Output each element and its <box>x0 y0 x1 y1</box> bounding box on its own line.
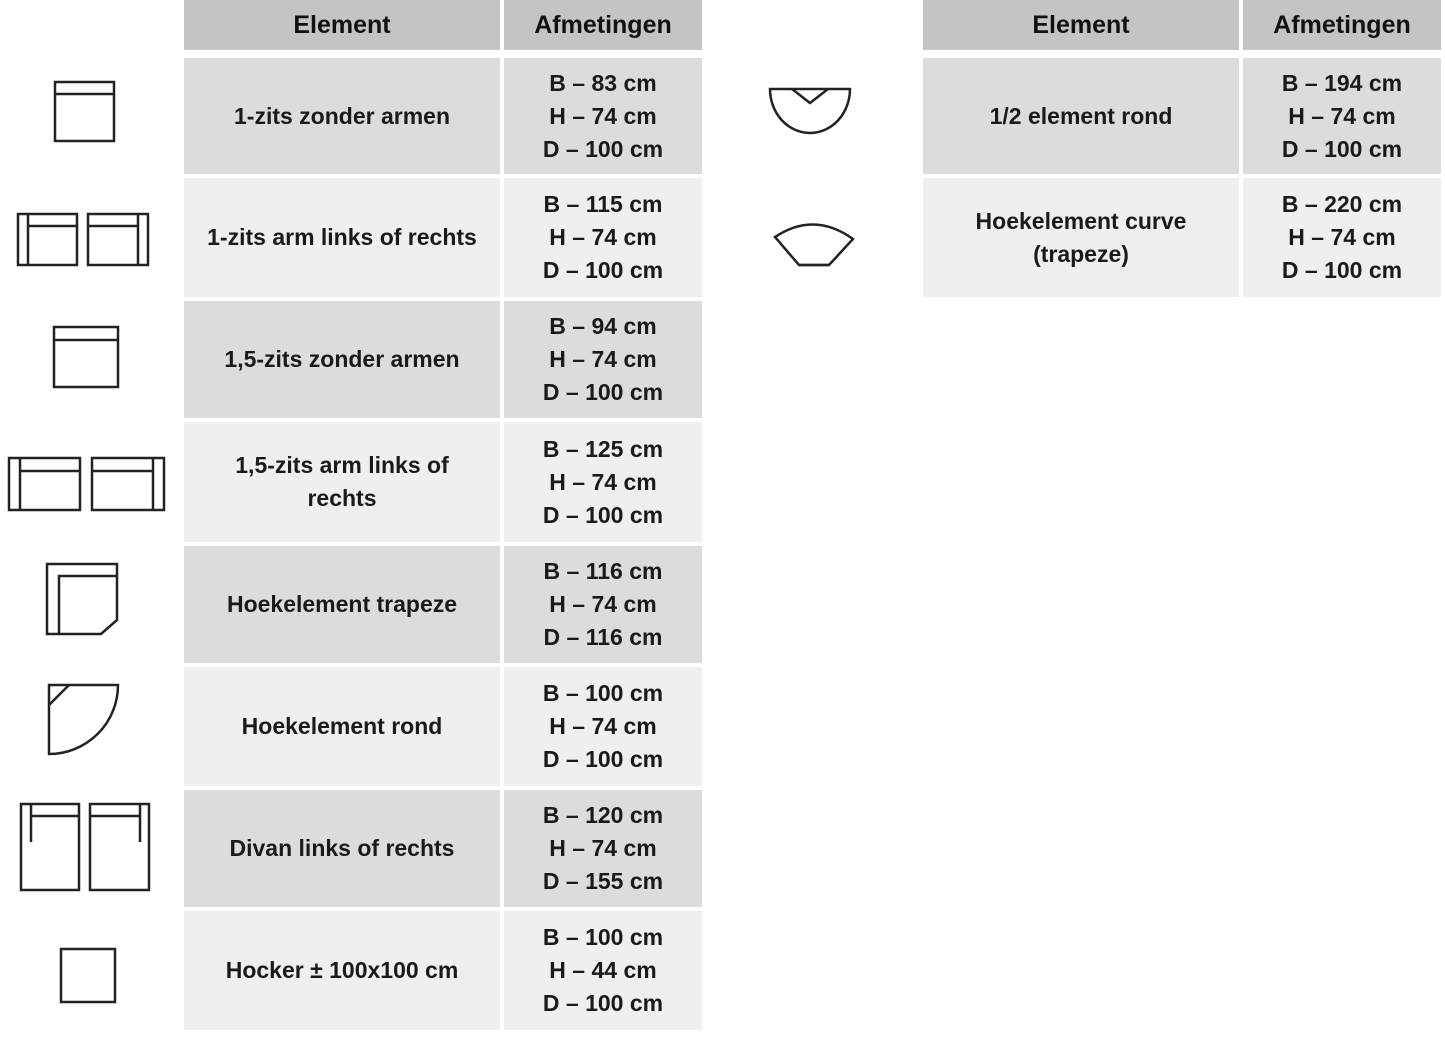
dimensions-cell <box>504 178 702 297</box>
element-name-cell <box>184 911 500 1030</box>
element-name-line: 1,5-zits zonder armen <box>224 346 460 372</box>
dimension-value: B – 100 cm <box>542 680 664 706</box>
right-header-dimensions: Afmetingen <box>1243 0 1441 50</box>
right-header-element: Element <box>923 0 1239 50</box>
element-name-line: 1,5-zits arm links of <box>235 452 449 478</box>
element-name-cell <box>184 667 500 786</box>
dimension-value: B – 120 cm <box>542 802 664 828</box>
dimension-value: D – 100 cm <box>1281 135 1403 162</box>
dimension-value: D – 116 cm <box>543 624 663 650</box>
element-name-line: Hocker ± 100x100 cm <box>225 957 459 983</box>
dimensions-cell <box>504 58 702 174</box>
element-name-line: Hoekelement trapeze <box>226 591 458 617</box>
element-name-line: Divan links of rechts <box>229 835 455 861</box>
dimensions-cell <box>504 546 702 663</box>
element-name-cell <box>184 790 500 907</box>
dimension-value: B – 220 cm <box>1281 191 1403 217</box>
dimension-value: B – 194 cm <box>1281 69 1403 96</box>
element-name-cell <box>184 301 500 418</box>
dimension-value: D – 100 cm <box>542 746 664 772</box>
dimension-value: D – 100 cm <box>542 135 664 162</box>
divan-icon <box>19 802 153 894</box>
dimension-value: D – 100 cm <box>1281 257 1403 283</box>
dimension-value: H – 74 cm <box>1288 102 1396 129</box>
dimension-value: D – 155 cm <box>542 868 664 894</box>
dimension-value: H – 74 cm <box>549 591 657 617</box>
left-header-dimensions: Afmetingen <box>504 0 702 50</box>
dimensions-cell <box>504 911 702 1030</box>
element-name-cell <box>923 178 1239 297</box>
element-name-line: (trapeze) <box>1033 240 1129 267</box>
element-name-cell <box>184 178 500 297</box>
element-name-line: 1-zits zonder armen <box>234 102 450 129</box>
element-name-cell <box>184 422 500 542</box>
dimension-value: D – 100 cm <box>542 257 664 283</box>
hocker-icon <box>59 947 119 1005</box>
dimensions-cell <box>1243 58 1441 174</box>
element-name-cell <box>184 58 500 174</box>
corner-round-icon <box>47 683 123 757</box>
seat-no-arms-icon <box>54 80 116 144</box>
element-name-cell <box>923 58 1239 174</box>
dimensions-cell <box>504 790 702 907</box>
half-round-icon <box>768 87 854 137</box>
seat-arm-left-right-icon <box>16 212 152 268</box>
seat-1-5-arm-icon <box>7 456 169 514</box>
dimensions-cell <box>504 301 702 418</box>
dimensions-cell <box>504 422 702 542</box>
dimension-value: H – 74 cm <box>549 468 657 495</box>
seat-1-5-no-arms-icon <box>53 325 121 391</box>
dimension-value: B – 94 cm <box>549 313 657 339</box>
element-name-line: Hoekelement curve <box>975 207 1187 234</box>
dimension-value: B – 115 cm <box>543 191 663 217</box>
corner-trapeze-icon <box>45 562 121 638</box>
element-name-line: Hoekelement rond <box>241 713 443 739</box>
dimension-value: H – 74 cm <box>549 835 657 861</box>
dimension-value: D – 100 cm <box>542 990 664 1016</box>
dimension-value: H – 74 cm <box>549 713 657 739</box>
dimension-value: B – 83 cm <box>549 69 657 96</box>
element-name-line: 1/2 element rond <box>989 102 1173 129</box>
dimension-value: B – 116 cm <box>543 558 663 584</box>
dimension-value: B – 100 cm <box>542 924 664 950</box>
dimension-value: H – 74 cm <box>1288 224 1396 250</box>
dimension-value: H – 74 cm <box>549 224 657 250</box>
dimension-value: H – 74 cm <box>549 102 657 129</box>
left-header-element: Element <box>184 0 500 50</box>
element-name-cell <box>184 546 500 663</box>
dimension-value: B – 125 cm <box>542 435 664 462</box>
dimensions-cell <box>504 667 702 786</box>
dimension-value: D – 100 cm <box>542 501 664 528</box>
corner-curve-icon <box>773 217 859 271</box>
dimension-value: D – 100 cm <box>542 379 664 405</box>
element-name-line: rechts <box>307 485 377 511</box>
dimension-value: H – 74 cm <box>549 346 657 372</box>
dimensions-cell <box>1243 178 1441 297</box>
dimension-value: H – 44 cm <box>549 957 657 983</box>
element-name-line: 1-zits arm links of rechts <box>207 224 477 250</box>
